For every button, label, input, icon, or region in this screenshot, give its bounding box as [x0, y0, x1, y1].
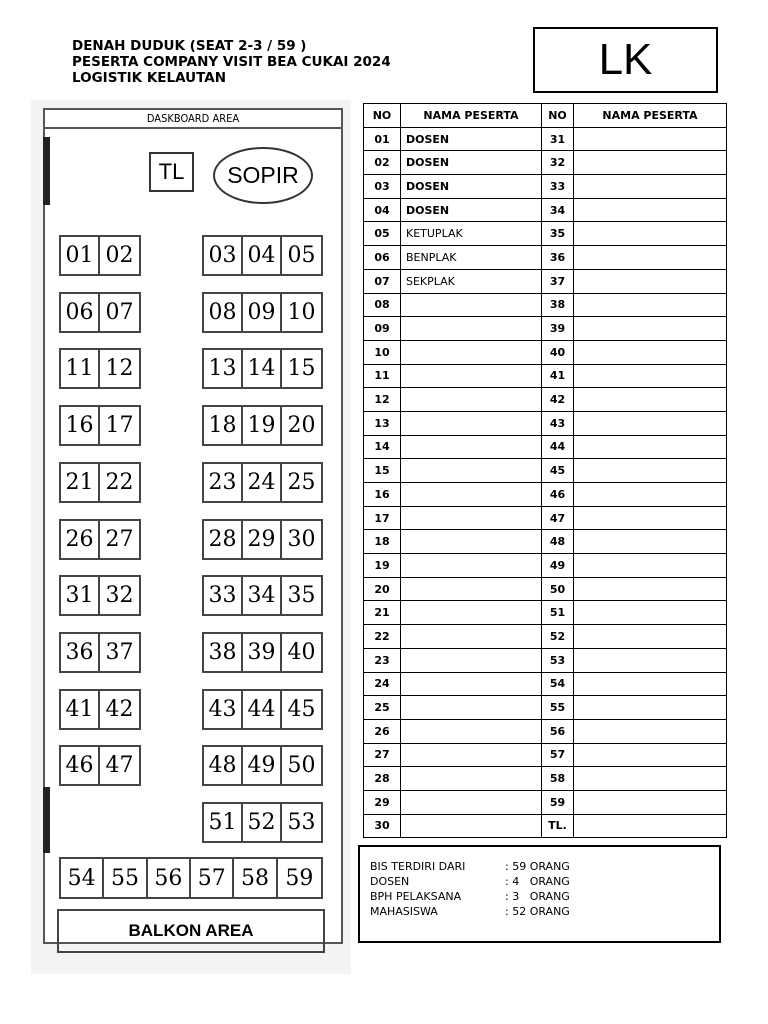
row-number-left: 19 [364, 554, 401, 578]
row-number-left: 15 [364, 459, 401, 483]
seat: 43 [204, 691, 243, 728]
participant-name-right [574, 411, 727, 435]
participant-name-right [574, 483, 727, 507]
row-number-left: 18 [364, 530, 401, 554]
seat-group-left [59, 575, 141, 616]
seat: 57 [191, 859, 234, 897]
table-header-row [364, 104, 727, 128]
seat: 09 [243, 294, 282, 331]
table-row [364, 151, 727, 175]
seat: 11 [61, 350, 100, 387]
seat: 25 [287, 469, 316, 495]
participant-name-left: SEKPLAK [401, 269, 542, 293]
seat: 19 [243, 407, 282, 444]
participant-name-left [401, 743, 542, 767]
participant-name-right [574, 814, 727, 838]
seat-group-left [59, 235, 141, 276]
seat: 18 [204, 407, 243, 444]
seat: 24 [243, 464, 282, 501]
seat: 27 [105, 526, 134, 552]
summary-row [370, 859, 719, 874]
seat: 40 [287, 639, 316, 665]
table-row [364, 459, 727, 483]
seat: 16 [61, 407, 100, 444]
seat: 44 [243, 691, 282, 728]
participant-name-left [401, 530, 542, 554]
summary-row [370, 874, 719, 889]
participant-name-left [401, 719, 542, 743]
participant-name-left [401, 506, 542, 530]
row-number-right: 55 [542, 696, 574, 720]
seat: 37 [105, 639, 134, 665]
table-row [364, 767, 727, 791]
row-number-left: 29 [364, 790, 401, 814]
row-number-right: TL. [542, 814, 574, 838]
row-number-left: 12 [364, 388, 401, 412]
seat: 45 [287, 696, 316, 722]
table-row [364, 246, 727, 270]
participant-name-right [574, 743, 727, 767]
row-number-left: 23 [364, 648, 401, 672]
row-number-right: 43 [542, 411, 574, 435]
participant-name-left [401, 459, 542, 483]
seat: 31 [61, 577, 100, 614]
seat-group-left [59, 632, 141, 673]
table-row [364, 577, 727, 601]
row-number-left: 22 [364, 625, 401, 649]
summary-row [370, 889, 719, 904]
seat: 29 [243, 521, 282, 558]
seat: 48 [204, 747, 243, 784]
row-number-left: 25 [364, 696, 401, 720]
row-number-right: 54 [542, 672, 574, 696]
seat: 06 [61, 294, 100, 331]
seat: 21 [61, 464, 100, 501]
participant-name-right [574, 198, 727, 222]
row-number-right: 31 [542, 127, 574, 151]
participant-name-right [574, 340, 727, 364]
seat-group-right [202, 519, 323, 560]
summary-label: BIS TERDIRI DARI [370, 860, 466, 873]
row-number-left: 28 [364, 767, 401, 791]
participant-name-right [574, 459, 727, 483]
row-number-right: 41 [542, 364, 574, 388]
row-number-right: 49 [542, 554, 574, 578]
program-code-box: LK [533, 27, 718, 93]
seat: 50 [287, 753, 316, 779]
table-row [364, 648, 727, 672]
participant-name-right [574, 625, 727, 649]
seat: 56 [148, 859, 191, 897]
participant-name-left: DOSEN [401, 198, 542, 222]
row-number-left: 09 [364, 317, 401, 341]
seat-group-left [59, 405, 141, 446]
seat: 38 [204, 634, 243, 671]
row-number-left: 08 [364, 293, 401, 317]
table-row [364, 530, 727, 554]
back-row-seats [59, 857, 323, 899]
seat: 26 [61, 521, 100, 558]
header-name-left: NAMA PESERTA [401, 104, 542, 128]
participant-name-left: BENPLAK [401, 246, 542, 270]
seat: 54 [61, 859, 104, 897]
seat: 23 [204, 464, 243, 501]
participant-name-left [401, 388, 542, 412]
seat: 35 [287, 583, 316, 609]
participant-name-right [574, 293, 727, 317]
participant-name-left [401, 577, 542, 601]
row-number-left: 13 [364, 411, 401, 435]
seat-group-left [59, 519, 141, 560]
seat: 07 [105, 299, 134, 325]
row-number-left: 24 [364, 672, 401, 696]
row-number-right: 57 [542, 743, 574, 767]
participant-name-left: KETUPLAK [401, 222, 542, 246]
seat: 41 [61, 691, 100, 728]
row-number-left: 01 [364, 127, 401, 151]
row-number-left: 03 [364, 175, 401, 199]
participant-name-left [401, 648, 542, 672]
summary-value: : 52 ORANG [505, 905, 570, 918]
table-row [364, 175, 727, 199]
seat: 59 [285, 865, 314, 891]
row-number-right: 47 [542, 506, 574, 530]
seat-group-left [59, 348, 141, 389]
row-number-right: 40 [542, 340, 574, 364]
seat-group-right [202, 802, 323, 843]
table-row [364, 696, 727, 720]
participant-name-left [401, 483, 542, 507]
row-number-right: 59 [542, 790, 574, 814]
participant-name-left [401, 340, 542, 364]
seat: 17 [105, 413, 134, 439]
table-row [364, 340, 727, 364]
header-no-left: NO [364, 104, 401, 128]
table-row [364, 554, 727, 578]
table-row [364, 719, 727, 743]
participant-name-right [574, 317, 727, 341]
seat: 13 [204, 350, 243, 387]
row-number-left: 10 [364, 340, 401, 364]
seat: 01 [61, 237, 100, 274]
table-row [364, 435, 727, 459]
participant-name-left: DOSEN [401, 151, 542, 175]
seat-group-right [202, 348, 323, 389]
participant-name-right [574, 696, 727, 720]
row-number-left: 05 [364, 222, 401, 246]
summary-label: DOSEN [370, 875, 410, 888]
participant-name-right [574, 648, 727, 672]
seat: 49 [243, 747, 282, 784]
participant-name-right [574, 364, 727, 388]
participant-name-right [574, 246, 727, 270]
seat-group-right [202, 632, 323, 673]
participant-name-left [401, 554, 542, 578]
participant-name-left [401, 317, 542, 341]
table-row [364, 625, 727, 649]
dashboard-area-label: DASKBOARD AREA [43, 111, 343, 129]
document-title [72, 38, 391, 86]
seat-group-left [59, 292, 141, 333]
row-number-right: 37 [542, 269, 574, 293]
row-number-left: 26 [364, 719, 401, 743]
table-row [364, 127, 727, 151]
seat: 12 [105, 356, 134, 382]
seat: 46 [61, 747, 100, 784]
row-number-left: 16 [364, 483, 401, 507]
seat: 33 [204, 577, 243, 614]
seat: 36 [61, 634, 100, 671]
participant-name-left [401, 672, 542, 696]
table-row [364, 672, 727, 696]
table-row [364, 601, 727, 625]
seat: 20 [287, 413, 316, 439]
participant-name-right [574, 388, 727, 412]
participant-name-left [401, 696, 542, 720]
row-number-right: 53 [542, 648, 574, 672]
row-number-right: 58 [542, 767, 574, 791]
title-line-2: PESERTA COMPANY VISIT BEA CUKAI 2024 [72, 54, 391, 70]
seat-group-left [59, 745, 141, 786]
seat-group-left [59, 689, 141, 730]
row-number-left: 11 [364, 364, 401, 388]
participant-name-left: DOSEN [401, 127, 542, 151]
row-number-right: 48 [542, 530, 574, 554]
row-number-left: 17 [364, 506, 401, 530]
row-number-left: 30 [364, 814, 401, 838]
row-number-right: 44 [542, 435, 574, 459]
participant-name-right [574, 127, 727, 151]
row-number-right: 52 [542, 625, 574, 649]
title-line-3: LOGISTIK KELAUTAN [72, 70, 227, 86]
summary-row [370, 904, 719, 919]
title-line-1: DENAH DUDUK (SEAT 2-3 / 59 ) [72, 38, 307, 54]
table-row [364, 388, 727, 412]
participant-name-right [574, 767, 727, 791]
seat: 58 [234, 859, 277, 897]
table-row [364, 317, 727, 341]
table-row [364, 364, 727, 388]
participant-name-left [401, 790, 542, 814]
driver-seat: SOPIR [213, 147, 313, 204]
row-number-left: 07 [364, 269, 401, 293]
seat: 55 [104, 859, 147, 897]
seat: 22 [105, 469, 134, 495]
tour-leader-seat: TL [149, 152, 194, 192]
seat-group-right [202, 575, 323, 616]
seat: 15 [287, 356, 316, 382]
row-number-left: 06 [364, 246, 401, 270]
seat: 39 [243, 634, 282, 671]
participant-name-right [574, 175, 727, 199]
seat: 34 [243, 577, 282, 614]
seat: 04 [243, 237, 282, 274]
participant-name-right [574, 506, 727, 530]
participant-name-right [574, 672, 727, 696]
seat: 53 [287, 810, 316, 835]
participant-name-right [574, 601, 727, 625]
participant-name-right [574, 577, 727, 601]
row-number-right: 46 [542, 483, 574, 507]
table-row [364, 411, 727, 435]
seat: 08 [204, 294, 243, 331]
row-number-right: 45 [542, 459, 574, 483]
participant-name-right [574, 554, 727, 578]
row-number-right: 38 [542, 293, 574, 317]
participant-name-left [401, 364, 542, 388]
seat: 28 [204, 521, 243, 558]
seat-group-right [202, 405, 323, 446]
header-name-right: NAMA PESERTA [574, 104, 727, 128]
seat: 14 [243, 350, 282, 387]
seat-group-right [202, 235, 323, 276]
row-number-left: 14 [364, 435, 401, 459]
seat: 51 [204, 804, 243, 841]
row-number-right: 32 [542, 151, 574, 175]
header-no-right: NO [542, 104, 574, 128]
seat: 32 [105, 583, 134, 609]
row-number-right: 50 [542, 577, 574, 601]
row-number-left: 04 [364, 198, 401, 222]
seat: 52 [243, 804, 282, 841]
row-number-right: 33 [542, 175, 574, 199]
participant-name-left [401, 293, 542, 317]
participant-name-right [574, 719, 727, 743]
participant-name-right [574, 151, 727, 175]
bus-summary-box [358, 845, 721, 943]
participant-name-left: DOSEN [401, 175, 542, 199]
row-number-left: 27 [364, 743, 401, 767]
row-number-right: 36 [542, 246, 574, 270]
row-number-right: 39 [542, 317, 574, 341]
row-number-left: 02 [364, 151, 401, 175]
participant-name-right [574, 530, 727, 554]
seat-group-right [202, 689, 323, 730]
seat: 03 [204, 237, 243, 274]
front-door [43, 137, 50, 205]
participant-name-right [574, 269, 727, 293]
seat: 30 [287, 526, 316, 552]
summary-value: : 59 ORANG [505, 860, 570, 873]
seat-group-left [59, 462, 141, 503]
seat-group-right [202, 292, 323, 333]
row-number-right: 42 [542, 388, 574, 412]
seat: 02 [105, 243, 134, 268]
participant-roster-table [363, 103, 727, 838]
participant-name-left [401, 767, 542, 791]
balcony-area-label: BALKON AREA [57, 909, 325, 953]
row-number-right: 35 [542, 222, 574, 246]
participant-name-right [574, 790, 727, 814]
summary-label: BPH PELAKSANA [370, 890, 462, 903]
row-number-right: 34 [542, 198, 574, 222]
table-row [364, 743, 727, 767]
participant-name-right [574, 435, 727, 459]
participant-name-right [574, 222, 727, 246]
participant-name-left [401, 601, 542, 625]
summary-value: : 3 ORANG [505, 890, 570, 903]
seat-group-right [202, 745, 323, 786]
table-row [364, 198, 727, 222]
seat: 05 [287, 243, 316, 268]
seat: 47 [105, 753, 134, 779]
table-row [364, 222, 727, 246]
table-row [364, 506, 727, 530]
participant-name-left [401, 411, 542, 435]
participant-name-left [401, 625, 542, 649]
summary-label: MAHASISWA [370, 905, 438, 918]
row-number-right: 56 [542, 719, 574, 743]
seat: 10 [287, 299, 316, 325]
participant-name-left [401, 814, 542, 838]
table-row [364, 790, 727, 814]
row-number-left: 20 [364, 577, 401, 601]
table-row [364, 814, 727, 838]
table-row [364, 293, 727, 317]
row-number-left: 21 [364, 601, 401, 625]
rear-door [43, 787, 50, 853]
table-row [364, 269, 727, 293]
seat-group-right [202, 462, 323, 503]
participant-name-left [401, 435, 542, 459]
seat: 42 [105, 696, 134, 722]
row-number-right: 51 [542, 601, 574, 625]
summary-value: : 4 ORANG [505, 875, 570, 888]
table-row [364, 483, 727, 507]
